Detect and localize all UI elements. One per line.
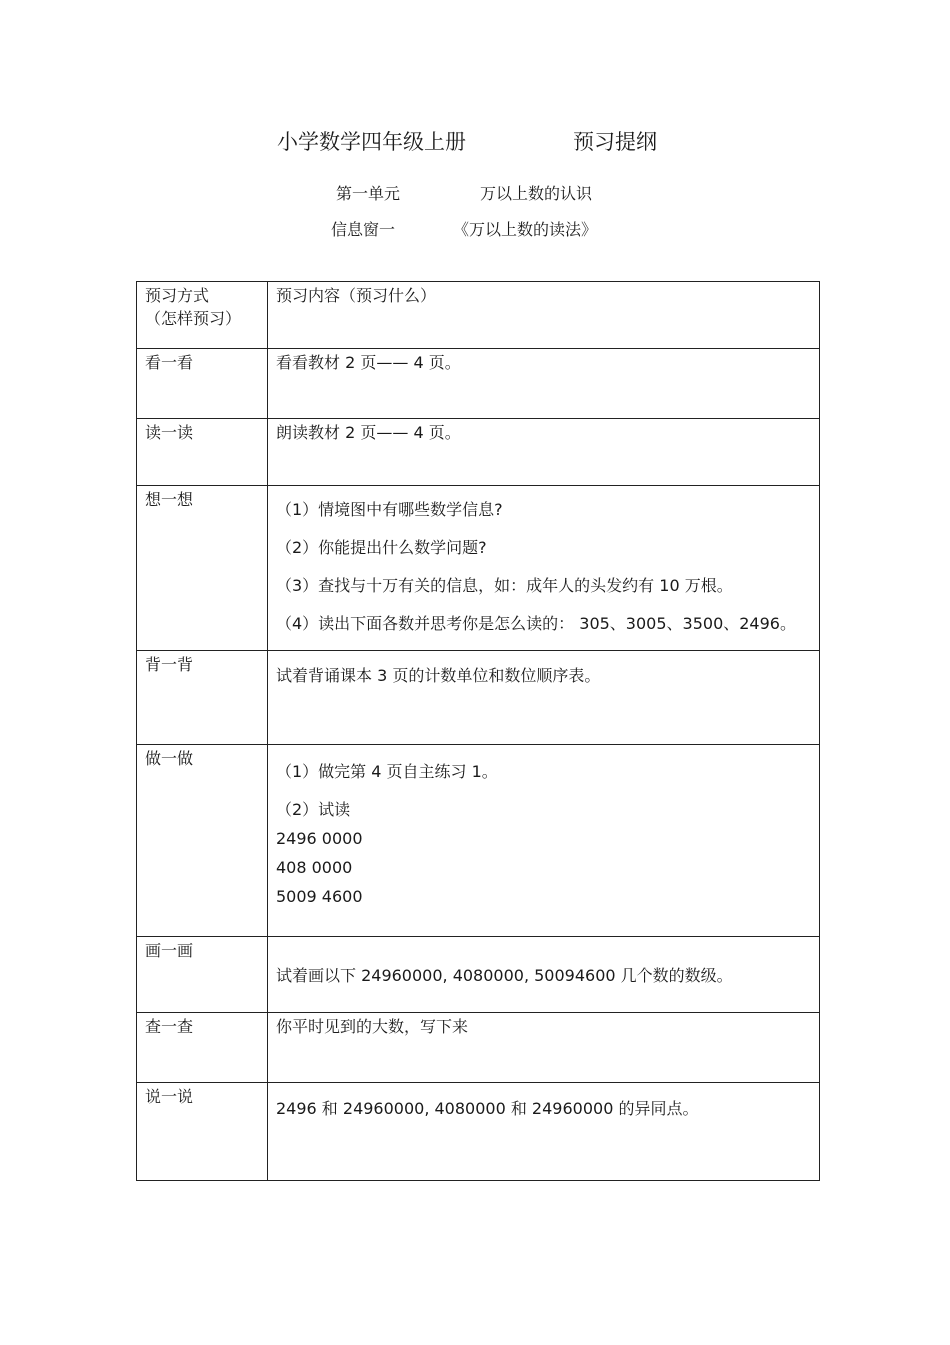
content-line: 你平时见到的大数，写下来 [276, 1017, 469, 1036]
window-name: 《万以上数的读法》 [453, 220, 598, 239]
content-line: 试着画以下 24960000, 4080000, 50094600 几个数的数级。 [276, 966, 733, 985]
content-cell [268, 486, 820, 651]
method-header-cell [137, 282, 268, 349]
table-row [137, 1013, 820, 1083]
table-row [137, 1083, 820, 1181]
method-label: 查一查 [145, 1017, 194, 1036]
method-cell [137, 1083, 268, 1181]
table-row [137, 745, 820, 937]
title-outline: 预习提纲 [573, 130, 657, 154]
method-label: 说一说 [145, 1087, 194, 1106]
number-line: 2496 0000 [276, 829, 363, 848]
method-cell [137, 419, 268, 486]
method-cell [137, 1013, 268, 1083]
method-label: 背一背 [145, 655, 194, 674]
method-cell [137, 745, 268, 937]
exercise-block [276, 747, 819, 908]
method-label: 看一看 [145, 353, 194, 372]
content-cell [268, 349, 820, 419]
window-label: 信息窗一 [331, 220, 396, 239]
table-row [137, 486, 820, 651]
unit-label: 第一单元 [336, 184, 401, 203]
content-header-cell [268, 282, 820, 349]
method-label: 画一画 [145, 941, 194, 960]
preview-outline-table [136, 281, 820, 1181]
content-line: 看看教材 2 页—— 4 页。 [276, 353, 461, 372]
content-cell [268, 1083, 820, 1181]
content-cell [268, 1013, 820, 1083]
content-cell [268, 745, 820, 937]
unit-name: 万以上数的认识 [480, 184, 593, 203]
content-line: 试着背诵课本 3 页的计数单位和数位顺序表。 [276, 666, 601, 685]
content-cell [268, 419, 820, 486]
table-row [137, 419, 820, 486]
table-row [137, 937, 820, 1013]
question-line: （2）你能提出什么数学问题? [276, 538, 487, 557]
exercise-line: （1）做完第 4 页自主练习 1。 [276, 762, 498, 781]
method-cell [137, 651, 268, 745]
question-line: （1）情境图中有哪些数学信息? [276, 500, 503, 519]
table-row [137, 651, 820, 745]
question-line: （3）查找与十万有关的信息，如：成年人的头发约有 10 万根。 [276, 576, 733, 595]
table-header-row [137, 282, 820, 349]
number-line: 408 0000 [276, 858, 353, 877]
method-cell [137, 937, 268, 1013]
method-label: 想一想 [145, 490, 194, 509]
method-label: 做一做 [145, 749, 194, 768]
method-header-line2: （怎样预习） [145, 309, 242, 328]
method-cell [137, 486, 268, 651]
table-row [137, 349, 820, 419]
method-label: 读一读 [145, 423, 194, 442]
number-line: 5009 4600 [276, 887, 363, 906]
content-line: 2496 和 24960000, 4080000 和 24960000 的异同点。 [276, 1099, 699, 1118]
content-line: 朗读教材 2 页—— 4 页。 [276, 423, 461, 442]
question-line: （4）读出下面各数并思考你是怎么读的： 305、3005、3500、2496。 [276, 614, 796, 633]
method-header-line1: 预习方式 [145, 286, 210, 305]
question-list [276, 488, 819, 635]
exercise-line: （2）试读 [276, 800, 351, 819]
content-header-text: 预习内容（预习什么） [276, 286, 437, 305]
method-cell [137, 349, 268, 419]
title-grade: 小学数学四年级上册 [277, 130, 466, 154]
content-cell [268, 937, 820, 1013]
content-cell [268, 651, 820, 745]
